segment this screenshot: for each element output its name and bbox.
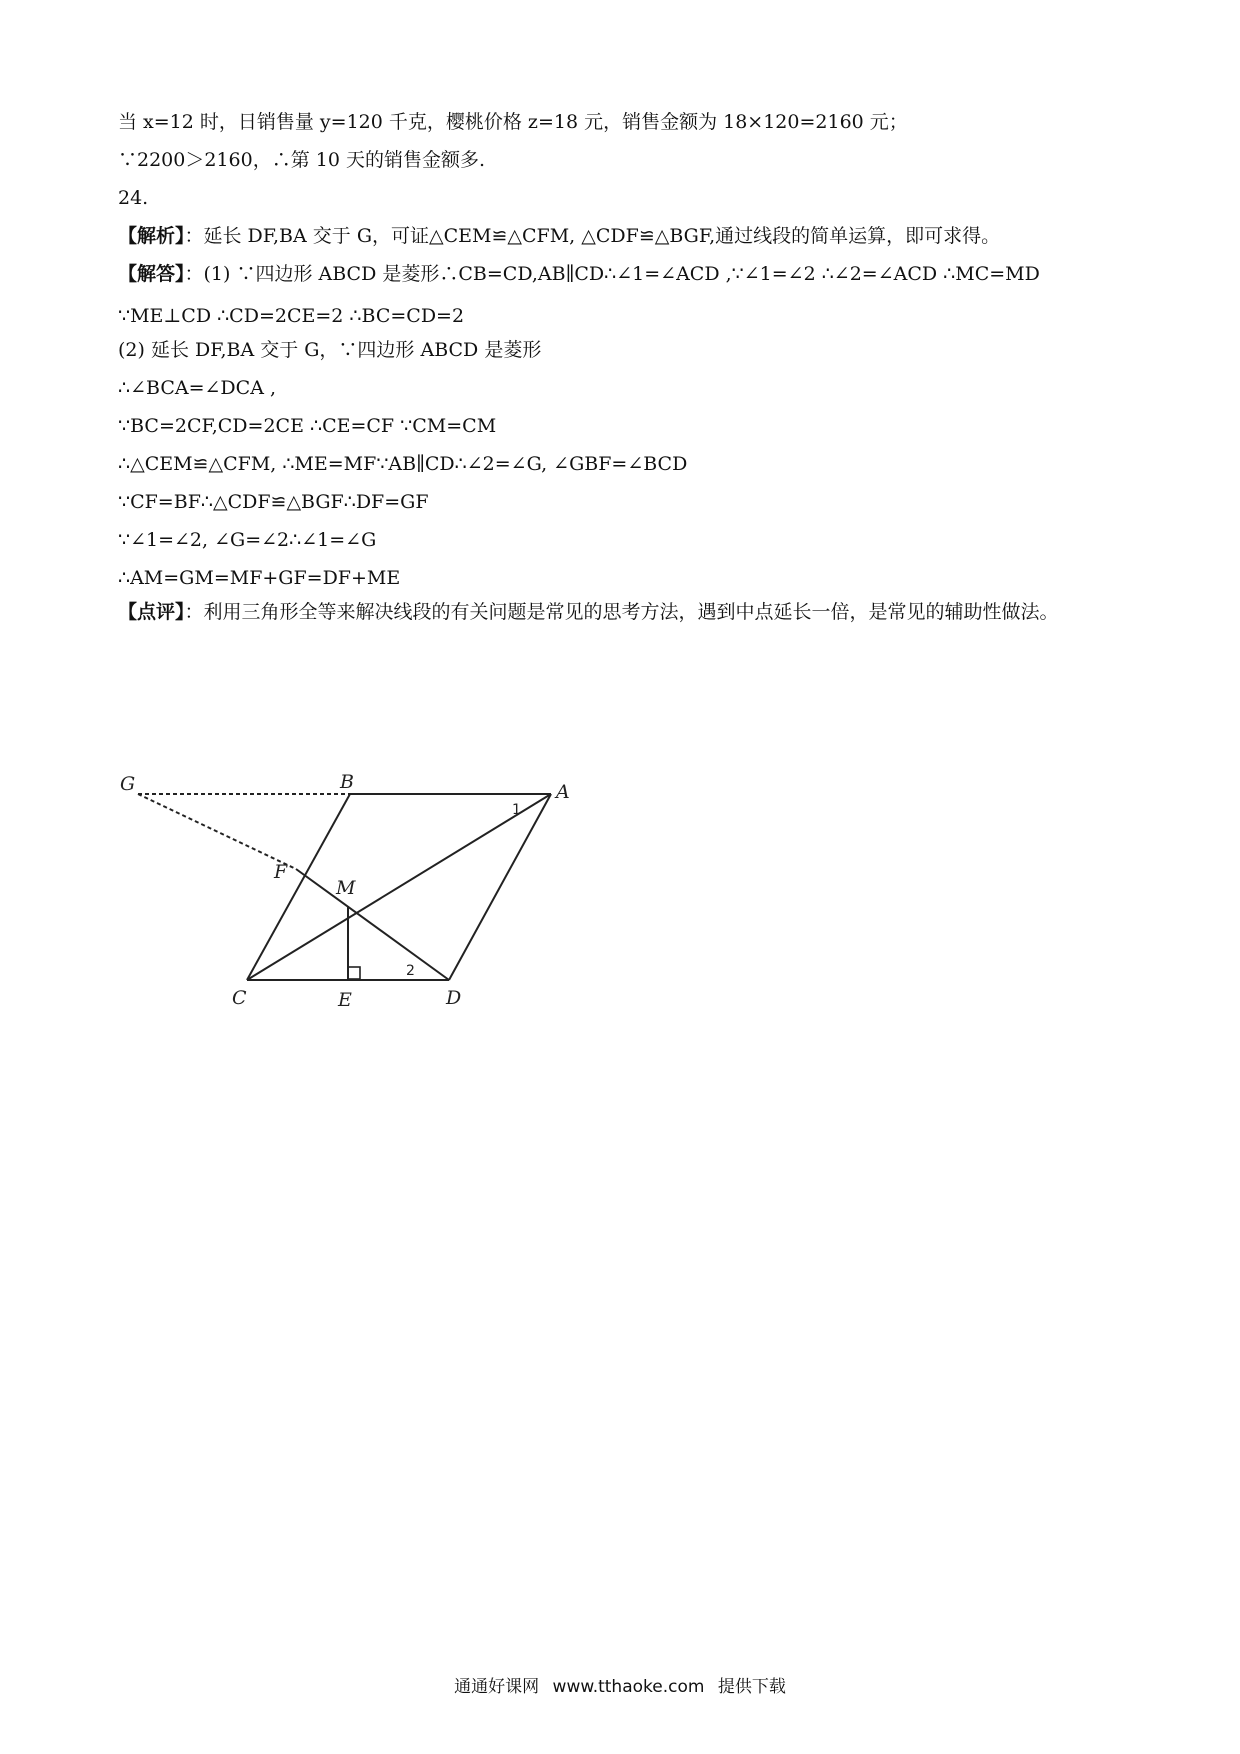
question-number: 24. [118, 187, 149, 209]
text-line-12: ∴AM=GM=MF+GF=DF+ME [118, 567, 401, 589]
comment-text: ：利用三角形全等来解决线段的有关问题是常见的思考方法，遇到中点延长一倍，是常见的辅助性做法。 [184, 601, 1059, 623]
diagonal-ca [247, 794, 551, 980]
answer-tag: 【解答】 [118, 263, 185, 285]
analysis-text: ：延长 DF,BA 交于 G，可证△CEM≌△CFM, △CDF≌△BGF,通过线段的简单运算，即可求得。 [184, 225, 1001, 247]
text-line-7: ∴∠BCA=∠DCA , [118, 377, 276, 399]
text-line-10: ∵CF=BF∴△CDF≌△BGF∴DF=GF [118, 491, 429, 513]
label-e: E [338, 989, 352, 1011]
analysis-tag: 【解析】 [118, 225, 185, 247]
footer-url[interactable]: www.tthaoke.com [552, 1677, 705, 1697]
label-g: G [120, 773, 136, 795]
angle-1-label: 1 [512, 802, 521, 818]
segment-da [449, 794, 551, 980]
page-footer [0, 1672, 1240, 1697]
segment-bc [247, 794, 350, 980]
text-line-8: ∵BC=2CF,CD=2CE ∴CE=CF ∵CM=CM [118, 415, 497, 437]
label-c: C [232, 987, 247, 1009]
footer-site: 通通好课网 [454, 1677, 540, 1697]
text-line-6: (2) 延长 DF,BA 交于 G，∵四边形 ABCD 是菱形 [118, 339, 542, 361]
rhombus-figure [120, 768, 588, 1018]
segment-fd [296, 869, 449, 980]
label-a: A [556, 781, 570, 803]
comment-paragraph [118, 591, 1128, 633]
text-line-9: ∴△CEM≌△CFM, ∴ME=MF∵AB∥CD∴∠2=∠G, ∠GBF=∠BCD [118, 453, 688, 475]
dashed-line-gf [138, 794, 296, 869]
label-f: F [274, 861, 288, 883]
analysis-line [118, 224, 1000, 248]
angle-2-label: 2 [406, 963, 415, 979]
label-b: B [340, 771, 354, 793]
right-angle-marker [348, 967, 360, 979]
answer-paragraph [118, 253, 1128, 337]
text-line-1: 当 x=12 时，日销售量 y=120 千克，樱桃价格 z=18 元，销售金额为 18×120=2160 元； [118, 111, 908, 133]
text-line-2: ∵2200＞2160，∴第 10 天的销售金额多. [118, 149, 486, 171]
label-d: D [446, 987, 462, 1009]
text-line-11: ∵∠1=∠2, ∠G=∠2∴∠1=∠G [118, 529, 377, 551]
footer-note: 提供下载 [717, 1677, 786, 1697]
comment-tag: 【点评】 [118, 601, 185, 623]
label-m: M [336, 877, 356, 899]
answer-text: ：(1) ∵四边形 ABCD 是菱形∴CB=CD,AB∥CD∴∠1=∠ACD ,∵∠1=∠2 ∴∠2=∠ACD ∴MC=MD ∵ME⊥CD ∴CD=2CE=2 ∴BC=CD=2 [118, 263, 1040, 327]
